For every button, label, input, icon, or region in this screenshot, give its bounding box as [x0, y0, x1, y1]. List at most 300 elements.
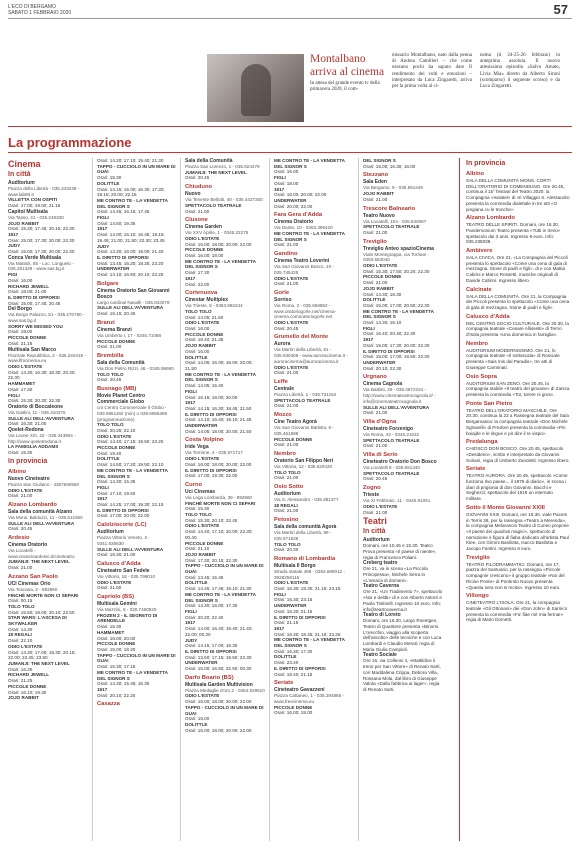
venue-address: Via Mons. Balduzzi, 11 - 035.512360: [8, 514, 83, 520]
showtimes: Orari: 15.00; 16.50; 22.50; 00.30: [185, 666, 252, 672]
movie-title: JOJO RABBIT: [363, 191, 394, 197]
event-description: SALA CIVICA. Ore 21, «La Compagnia del Piccoli presenta lo spettacolo «Come una cena di gala di mezzagna. Stone di padri e figli», di e con Mattia Cabrini e Marco Rossetti, musiche originali di Davide Cabrini. Ingresso libero.: [466, 255, 568, 283]
page-number: 57: [553, 2, 568, 17]
movie-title: UNDERWATER: [363, 359, 396, 365]
movie-title: 1917: [185, 620, 196, 626]
movie-title: SULLE ALI DELL'AVVENTURA: [363, 404, 430, 410]
venue-address: Piazzale Repubblica, 2 - 035.240418 - www.lfmcinema.eu: [8, 352, 86, 364]
venue-address: Piazza Cattaneo, 1 - 035.294866 - www.freecinema.eu: [274, 693, 344, 704]
venue-address: Viale Montegrappa, via Torriani - 0363.563040: [363, 251, 429, 263]
column-divider: [92, 158, 93, 841]
venue-name: Movie Planet Centro Commerciale Globo: [97, 393, 146, 406]
showtimes: Orari: 21.15: [8, 340, 33, 346]
movie-title: TOLO TOLO: [274, 469, 301, 475]
movie-title: TOLO TOLO: [8, 603, 35, 609]
showtimes: Orari: 18.00; 21.00: [8, 289, 47, 295]
showtimes: Orari: 14.30; 15.45; 16.30: [97, 681, 150, 687]
movie-title: TAPPO - CUCCIOLO IN UN MARE DI GUAI: [97, 652, 176, 664]
movie-title: TOLO TOLO: [185, 308, 212, 314]
movie-title: FIGLI: [97, 215, 109, 221]
section-rule-bottom: [8, 152, 572, 153]
venue-name: Trieste: [363, 492, 380, 499]
showtimes: Orari: 20.20; 22.40: [185, 614, 224, 620]
venue-name: Sala Eden: [363, 179, 387, 186]
showtimes: Orari: 14.50; 17.20; 19.50; 22.10: [97, 462, 164, 468]
movie-title: ME CONTRO TE - LA VENDETTA DEL SIGNOR S: [97, 669, 168, 681]
event-description: AUDITORIUM SAN ZENO. Ore 20.45, la compagnia stabile «Il teatro del giovane» di Zanica presenta la commedia «Tor, torere ni gros».: [466, 380, 570, 397]
movie-title: ME CONTRO TE - LA VENDETTA DEL SIGNOR S: [274, 158, 345, 169]
showtimes: Orari: 19.40: [97, 450, 122, 456]
feature-photo: [207, 54, 304, 122]
movie-title: FIGLI: [363, 325, 375, 331]
showtimes: Orari: 13.50; 17.15; 19.50; 22.30: [185, 654, 252, 660]
showtimes: Orari: 17.30; 20.15; 22.30: [185, 557, 238, 563]
venue-name: Multisala San Marco: [8, 346, 57, 353]
venue-address: Via Umberto I, 17 - 0345.71088: [97, 332, 162, 338]
movie-title: VILLETTA CON OSPITI: [8, 197, 58, 203]
showtimes: Orari: 21.00: [274, 442, 299, 448]
venue-address: Piazza San Lorenzo, 1 - 035.824479: [185, 164, 260, 169]
town-name: Ambivere: [466, 248, 493, 255]
showtimes: Orari: 16.00; 18.00: [274, 710, 313, 716]
venue-address: Via Borgo Palazzo, 51 - 035.270760 - www.sas.bg.it: [8, 312, 85, 324]
movie-title: PIGI: [8, 272, 18, 278]
movie-title: ME CONTRO TE - LA VENDETTA DEL SIGNOR S: [363, 308, 434, 320]
venue-name: Sala della Comunità: [97, 359, 145, 366]
header-rule: [8, 18, 572, 19]
movie-title: ME CONTRO TE - LA VENDETTA DEL SIGNOR S: [97, 467, 168, 479]
movie-title: JOJO RABBIT: [185, 343, 216, 349]
showtimes: Orari: 14.30; 16.30; 18.30; 20.30; 22.30: [8, 369, 76, 381]
movie-title: UNDERWATER: [274, 197, 307, 203]
event-description: Domani, ore 16.30, Largo Roentgen, Teatro di Quartiere presenta «Binomi. L'orecchio, viaggio alla scoperta dell'ascolto» delle tecniche e con Luca Lombardi e Claudio Merati; regia di Maria Giulia Campioli.: [363, 618, 442, 652]
event-description: CINETEATRO L'ISOLA. Ore 21, la compagnia teatrale «Gli Ottonani» dei «Don John» di Sarnico presenta la commedia «Fa' fiàe mè mia ferma!» regia di Mario Dometti.: [466, 600, 568, 623]
feature-lead: In attesa del grande evento tv della primavera 2020, il com-: [310, 81, 380, 93]
town-name: Seriate: [466, 466, 486, 473]
venue-name: Oratorio San Filippo Neri: [274, 457, 334, 464]
venue-address: Via Don Pietro Rizzi, 46 - 0345.98690: [97, 365, 174, 371]
publication-name: L'ECO DI BERGAMO: [8, 4, 56, 10]
movie-title: PICCOLE DONNE: [185, 247, 224, 253]
town-name: Curno: [185, 481, 203, 488]
subheading: In provincia: [8, 457, 48, 465]
venue-name: Cinema Teatro Loverini: [274, 258, 330, 265]
venue-address: Via Locatelli - www.oratorioardesio.it/cineteatro: [8, 548, 75, 559]
movie-title: DOLITTLE: [97, 456, 120, 462]
town-name: Calcinate: [466, 286, 492, 293]
town-name: Nembro: [274, 450, 296, 457]
town-name: Chiuduno: [185, 184, 213, 191]
venue-address: Via Mattioli, 65 - Loc. Longuelo - 035.251339 - www.sas.bg.it: [8, 260, 74, 272]
showtimes: Orari: 15.00; 17.30; 20.00; 22.30: [8, 249, 75, 255]
showtimes: Orari: 16.00; 20.00; 22.00: [274, 192, 327, 198]
feature-text-col3: nema (il 24-25-26 febbraio) in anteprima assoluta. Il nuovo attesissimo episodio «Salvo Amato, Livia Mia» diretto da Alberto Sironi (scomparso) il seguente scorso) e da Luca Zingaretti.: [480, 53, 560, 90]
listings-column-6: [466, 158, 570, 841]
town-name: Osio Sopra: [466, 373, 497, 380]
subheading: In città: [8, 171, 31, 178]
movie-title: ME CONTRO TE - LA VENDETTA DEL SIGNOR S: [185, 258, 256, 270]
town-name: Alzano Lombardo: [8, 501, 57, 508]
movie-title: PICCOLE DONNE: [8, 683, 47, 689]
showtimes: Orari: 20.45: [363, 476, 388, 482]
venue-name: Capitol Multisala: [8, 208, 48, 215]
movie-title: IL DIRITTO DI OPPORSI: [185, 411, 237, 417]
movie-title: STAR WARS: L'ASCESA DI SKYWALKER: [8, 615, 67, 627]
venue-address: Via S. Alessandro - 035.881377: [274, 497, 339, 503]
showtimes: Orari: 21.00: [8, 493, 33, 499]
showtimes: Orari: 22.00: [185, 281, 210, 287]
showtimes: Orari: 15.00; 18.20: [97, 647, 136, 652]
movie-title: 1917: [185, 275, 196, 281]
movie-title: 18 REGALI: [274, 502, 298, 508]
town-name: Capriolo (BS): [97, 594, 135, 601]
venue-address: Via Battisti, 30 - 035.4872224 - http://www.cinemateatrocagnola.it/ - info@cinemateatrocagnola.it: [363, 387, 436, 404]
showtimes: Orari: 21.00: [8, 565, 33, 571]
town-name: Clusone: [185, 217, 208, 224]
showtimes: Orari: 16.00; 18.00; 20.00; 22.00: [185, 727, 252, 733]
town-name: Fara Gera d'Adda: [274, 212, 323, 219]
showtimes: Orari: 14.05; 15.40: [185, 383, 224, 389]
showtimes: Orari: 16.00; 18.00; 20.00; 22.00: [185, 699, 252, 705]
column-divider: [269, 158, 270, 841]
venue-name: Auditorium: [363, 537, 390, 544]
venue-address: Piazza Medaglie d'oro 2 - 0364.529510: [185, 687, 265, 693]
movie-title: DOLITTLE: [185, 721, 208, 727]
showtimes: Orari: 21.10: [185, 546, 210, 552]
listings-column-4: [274, 158, 354, 841]
town-name: Zogno: [363, 485, 381, 492]
venue-name: Cinema Garden: [185, 224, 222, 231]
venue-name: Qoelet-Redona: [8, 427, 44, 434]
showtimes: Orari: 14.40; 17.15; 19.50; 22.25: [97, 439, 164, 445]
town-name: Stezzano: [363, 172, 389, 179]
town-name: Romano di Lombardia: [274, 555, 336, 562]
showtimes: Orari: 14.15; 17.00; 19.30: [185, 643, 238, 649]
showtimes: Orari: 16.00: [185, 326, 210, 332]
event-description: TEATRO AURORA. Ore 20.45, spettacolo «Come funziona Ilvo paese... il 1979 di diario», in scena i diari di prigionia di don Giovanni. Bacchi e Seghezzi; spettacolo del 1919 un internato militare.: [466, 473, 568, 502]
showtimes: Orari: 23.40: [274, 660, 299, 666]
movie-title: SPETTACOLO TEATRALE: [274, 397, 331, 403]
listings-column-5: [363, 158, 443, 841]
town-name: Costa Volpino: [185, 437, 224, 444]
town-name: Bolgare: [97, 280, 119, 287]
venue-name: Cinema Oratorio San Giovanni Bosco: [97, 287, 170, 300]
venue-address: Via Tasso, 41 - 035.248330: [8, 214, 64, 220]
showtimes: Orari: 21.00: [274, 370, 299, 376]
town-name: Predalunga: [466, 439, 498, 446]
town-name: Alzano Lombardo: [466, 215, 515, 222]
movie-title: PICCOLE DONNE: [97, 338, 136, 344]
town-name: Seriate: [274, 680, 294, 687]
showtimes: Orari: 17.00; 20.00; 22.00: [97, 513, 150, 519]
venue-name: Cinema Oratorio: [274, 219, 314, 226]
movie-title: DOLITTLE: [363, 297, 386, 303]
movie-title: TAPPO - CUCCIOLO IN UN MARE DI GUAI: [185, 704, 264, 716]
movie-title: PICCOLE DONNE: [185, 331, 224, 337]
movie-title: SPETTACOLO TEATRALE: [185, 202, 242, 208]
venue-name: Cineteatro Gavazzeni: [274, 687, 325, 694]
showtimes: Orari: 16.40; 20.40; 22.30: [363, 331, 416, 337]
showtimes: Orari: 14.30; 16.00; 17.30: [185, 603, 238, 609]
venue-address: Largo cardinal Nasalli - 035.843078: [97, 299, 170, 305]
showtimes: Orari: 20.25; 22.10: [97, 427, 136, 433]
event-description: AUDITORIUM MODERNISSIMO. Ore 21, lo compagnia teatrale «Il sottoscala» di Rosciate presenta «Sais mis dal Paradis», tre atti di Giuseppe Carminati.: [466, 347, 560, 370]
venue-name: Auditorium: [274, 491, 301, 498]
showtimes: Orari: 14.10; 16.40; 19.10; 21.45: [185, 417, 252, 423]
showtimes: Orari: 16.30; 21.00: [97, 552, 136, 558]
movie-title: 1917: [274, 186, 285, 192]
movie-title: JUDY: [185, 637, 198, 643]
movie-title: IL DIRITTO DI OPPORSI: [8, 294, 60, 300]
showtimes: Orari: 20.10; 22.30: [363, 365, 402, 371]
town-name: Villongo: [466, 593, 489, 600]
showtimes: Orari: 14.45; 17.45; 19.10; 21.30: [185, 586, 252, 592]
showtimes: Orari: 16.30; 21.15: [274, 608, 313, 614]
showtimes: Orari: 20.45: [97, 377, 122, 383]
venue-name: Multisala Gemini: [97, 601, 137, 608]
movie-title: 1917: [274, 625, 285, 631]
venue-address: Via Martiri della Libertà, 99 - 035.571536: [274, 530, 332, 541]
movie-title: SPETTACOLO TEATRALE: [363, 224, 420, 230]
town-name: Villa di Serio: [363, 452, 398, 459]
showtimes: Orari: 14.05; 21.50: [185, 314, 224, 320]
showtimes: Orari: 21.00: [363, 509, 388, 515]
movie-title: ODIO L'ESTATE: [363, 263, 398, 269]
town-name: Mozzo: [274, 412, 292, 419]
event-description: GIOVANNI XXIII. Domani, ore 15.30, viale Pacem in Terris 38, per la rassegna «Teatro a Merenda», la compagnia Melarancio Teatro di Cuneo propone «Il paese dei quadrati magici», spettacolo di narrazione e figura di fiaba dedicato all'artista Paul Klee, con Gimmi Basilotta, Isacco Basilotta e Jacopo Fantini. Ingresso 6 euro.: [466, 511, 569, 552]
event-description: SALA DELLA COMUNITÀ. Ore 21, la Compagnia dei Piccoli presenta lo spettacolo «Come una cena di gala di mezzagna. Stone di padri e figli».: [466, 293, 570, 310]
venue-address: Piazza della Libertà - 035.343239 - www.lab80.it: [8, 186, 80, 197]
town-name: Ardesio: [8, 535, 30, 542]
showtimes: Orari: 21.00: [363, 196, 388, 202]
movie-title: JOJO RABBIT: [8, 695, 39, 701]
town-name: Azzano San Paolo: [8, 573, 58, 580]
showtimes: Orari: 20.45: [274, 325, 299, 331]
showtimes: Orari: 16.30; 18.45; 21.15; 23.25: [274, 631, 341, 637]
showtimes: Orari: 16.30: [8, 666, 33, 672]
showtimes: Orari: 17.00; 19.30; 22.00: [185, 473, 238, 479]
venue-name: Teatro di Loreto: [363, 612, 401, 619]
movie-title: ODIO L'ESTATE: [185, 320, 220, 326]
movie-title: ODIO L'ESTATE: [274, 320, 309, 326]
showtimes: Orari: 16.00; 18.00: [185, 253, 224, 259]
event-description: TEATRO FILODRAMMATICI. Domani, ore 17, piazza del Santuario, per la rassegna «Piccole compagnie crescono» il gruppo teatrale «Noi del Ricine Ponte» di Pontirolo Nuovo presenta «Questa sera non si recita». Ingresso 10 euro.: [466, 561, 565, 590]
movie-title: SPETTACOLO TEATRALE: [363, 470, 420, 476]
showtimes: Orari: 15.30; 20.10; 22.45: [185, 517, 238, 523]
showtimes: Orari: 20.30: [274, 547, 299, 553]
showtimes: Orari: 18.40; 21.35: [185, 337, 224, 343]
movie-title: TOLO TOLO: [97, 422, 124, 428]
showtimes: Orari: 15.30; 17.15: [97, 664, 136, 670]
venue-name: UCI Cinemas Orio: [8, 580, 51, 587]
venue-name: Cinema Cagnola: [363, 381, 403, 388]
town-name: Petosino: [274, 517, 299, 524]
town-name: Villa d'Ogna: [363, 418, 397, 425]
movie-title: ODIO L'ESTATE: [274, 580, 309, 586]
venue-address: Via Locatelli 8 - 035.661340: [363, 465, 420, 471]
movie-title: TAPPO - CUCCIOLO IN UN MARE DI GUAI: [97, 163, 176, 175]
movie-title: 1917: [363, 337, 374, 343]
venue-address: Via Tenente Bellotti, 40 - 035.4427300: [185, 197, 263, 203]
movie-title: ODIO L'ESTATE: [8, 363, 43, 369]
showtimes: Orari: 14.40; 17.10; 20.00; 22.30; 00.40: [185, 529, 253, 540]
venue-address: Piazza Libertà, 1 - 035.731154: [274, 391, 337, 397]
movie-title: IL DIRITTO DI OPPORSI: [185, 648, 237, 654]
movie-title: LA FAMIGLIA ADDAMS: [8, 444, 59, 450]
venue-name: Nuovo: [185, 191, 201, 198]
showtimes: Orari: 21.00: [274, 403, 299, 409]
movie-title: JUDY: [97, 243, 110, 249]
movie-title: UNDERWATER: [185, 423, 218, 429]
movie-title: PICCOLE DONNE: [274, 436, 313, 442]
movie-title: IL DIRITTO DI OPPORSI: [185, 467, 237, 473]
venue-name: Teatro Caverna: [363, 583, 400, 590]
movie-title: JOJO RABBIT: [8, 220, 39, 226]
feature-photo-figure: [241, 64, 271, 116]
venue-address: Via Gaslini, 11 - 035.310375: [8, 409, 66, 415]
venue-name: Oratorio di Boccaleone: [8, 403, 64, 410]
town-name: Nembro: [466, 340, 488, 347]
event-description: Ore 16, via Colleoni 4, «Mattildice il treno per San Vittore» di Renato Sarti, con Maddalena Crippa, Debora Villa, Rossana Mola, dal libro di Giuseppe Valota «Dalla fabbrica ai lager», regia di Renato Sarti.: [363, 658, 441, 692]
movie-title: IL DIRITTO DI OPPORSI: [363, 348, 415, 354]
showtimes: Orari: 14.30; 16.10: [363, 320, 402, 326]
movie-title: DEL SIGNOR S: [363, 158, 396, 163]
showtimes: Orari: 15.30; 17.50; 20.20; 22.30: [363, 268, 430, 274]
showtimes: Orari: 16.30; 18.30; 21.15; 23.15: [274, 586, 341, 592]
venue-address: Via San Giovanni Bosco, 10 - 035.745425: [274, 264, 334, 275]
movie-title: TAPPO - CUCCIOLO IN UN MARE DI GUAI: [185, 563, 264, 575]
showtimes: Orari: 21.00: [185, 208, 210, 214]
town-name: Brembilla: [97, 352, 124, 359]
subheading: In provincia: [466, 160, 506, 167]
showtimes: Orari: 14.45; 16.15; 17.45: [97, 209, 150, 215]
venue-name: Iride Vega: [185, 444, 209, 451]
showtimes: Orari: 21.00: [274, 242, 299, 248]
movie-title: JOJO RABBIT: [185, 551, 216, 557]
showtimes: Orari: 17.00; 19.00; 21.15: [8, 203, 61, 209]
venue-address: Via San Giovanni Battista, 6 - 035.461699: [274, 425, 334, 436]
movie-title: JOJO RABBIT: [363, 285, 394, 291]
movie-title: DOLITTLE: [274, 654, 297, 660]
showtimes: Orari: 18.00: [274, 180, 299, 186]
venue-address: Via Vittorio, 18 - 035.799010: [97, 573, 156, 579]
movie-title: ODIO L'ESTATE: [363, 503, 398, 509]
showtimes: Orari: 20.00; 22.00: [274, 203, 313, 209]
venue-name: Conca Verde Multisala: [8, 254, 62, 261]
showtimes: Orari: 21.00: [274, 281, 299, 287]
event-description: Ore 21, «Un Tradimento 7», spettacolo «Noi e delitti» di e con Alberto Astorri e Paola Tintinelli. Ingresso 10 euro. Info: info@teatrocaverna.it: [363, 589, 443, 612]
town-name: Osio Sotto: [274, 484, 304, 491]
showtimes: Orari: 16.00; 20.00: [97, 635, 136, 641]
listings-column-3: [185, 158, 265, 841]
movie-title: TOLO TOLO: [274, 541, 301, 547]
showtimes: Orari: 16.00: [185, 348, 210, 354]
movie-title: JUMANJI: THE NEXT LEVEL: [185, 169, 247, 175]
venue-address: Via Mazzini, 6 - 030.7460530: [97, 607, 157, 613]
showtimes: Orari: 15.30; 17.45; 20.15; 22.30: [8, 226, 75, 232]
venue-address: Via Dante, 10 - 0363.395420: [274, 225, 333, 231]
venue-name: Cineteatro Forzenigo: [363, 425, 414, 432]
showtimes: Orari: 21.15: [274, 620, 299, 626]
movie-title: UNDERWATER: [185, 660, 218, 666]
column-divider-red: [459, 158, 460, 841]
column-divider: [180, 158, 181, 841]
showtimes: Orari: 14.15; 15.00; 16.30; 17.30; 19.15; 20.00; 22.15: [97, 186, 165, 198]
category-heading: Cinema: [8, 159, 41, 169]
venue-address: Via Trieste, 9 - 0363.992244: [185, 303, 243, 309]
venue-name: Teatro Sociale: [363, 652, 397, 659]
showtimes: Orari: 21.00: [97, 585, 122, 591]
movie-title: SPETTACOLO TEATRALE: [363, 437, 420, 443]
town-name: Treviglio: [466, 554, 490, 561]
movie-title: 1917: [97, 226, 108, 232]
venue-address: Via Leone XIII, 22 - 035.343904 - http://www.qoeletredona.it: [8, 433, 76, 444]
venue-address: Via Vittoria, 12 - 035.520420: [274, 463, 333, 469]
page-header: [0, 0, 580, 20]
movie-title: JUMANJI: THE NEXT LEVEL: [8, 559, 70, 565]
movie-title: ODIO L'ESTATE: [185, 235, 220, 241]
movie-title: FIGLI: [8, 392, 20, 398]
movie-title: FINCHÉ MORTE NON CI SEPARI: [8, 592, 79, 598]
movie-title: 1917: [8, 231, 19, 237]
movie-title: TOLO TOLO: [97, 371, 124, 377]
venue-address: Via Roma, 43 - 0346.21532: [363, 431, 420, 437]
showtimes: Orari: 16.15; 18.00; 20.00: [185, 394, 238, 400]
town-name: Calolziocorte (LC): [97, 522, 147, 529]
venue-name: Nuovo Cineteatro: [8, 475, 50, 482]
showtimes: Orari: 14.25; 17.00; 19.30; 22.15: [97, 502, 164, 508]
venue-name: Auditorium: [97, 529, 124, 536]
movie-title: SORRY WE MISSED YOU: [8, 323, 63, 329]
town-name: Ponte San Pietro: [466, 400, 513, 407]
showtimes: Orari: 16.00; 18.00; 20.00; 22.00: [185, 461, 252, 467]
showtimes: Orari: 21.00: [274, 475, 299, 481]
venue-address: Via Torrione, 4 - 035.971717: [185, 450, 243, 456]
showtimes: Orari: 20.10; 22.20: [97, 692, 136, 698]
venue-address: Via Roma, 2 - 035.656962 - www.oratoriogorle.net/cinema-cinema.comoratoriogorle.net: [274, 302, 337, 320]
movie-title: SULLE ALI DELL'AVVENTURA: [8, 415, 75, 421]
venue-name: Cinestar Multiplex: [185, 297, 229, 304]
town-name: Gorle: [274, 289, 290, 296]
town-name: Sotto il Monte Giovanni XXIII: [466, 504, 545, 511]
showtimes: Orari: 14.50; 19.35: [97, 220, 136, 226]
movie-title: SULLE ALI DELL'AVVENTURA: [97, 546, 164, 552]
showtimes: Orari: 13.45; 15.45: [185, 574, 224, 580]
showtimes: Orari: 14.20; 17.10; 19.40; 21.30: [97, 158, 164, 163]
town-name: Urgnano: [363, 374, 387, 381]
showtimes: Orari: 14.05; 18.00; 20.00; 21.50: [185, 428, 252, 434]
showtimes: Orari: 15.30; 20.30; 22.30: [8, 398, 61, 404]
showtimes: Orari: 17.30: [8, 386, 33, 392]
movie-title: FIGLI: [97, 484, 109, 490]
movie-title: ODIO L'ESTATE: [185, 456, 220, 462]
town-name: Albino: [8, 468, 27, 475]
event-description: SALA DELLA COMUNITÀ MONS. CORTI DELL'ORATORIO DI COMENDUNO. Ore 20.45, continua il 15° festival del Teatro 2020: la Compagnia «Isolatel» di «Il Villaggio S. Alessandro presenta la commedia dialettale in tre atti «O pingiana cu le tronche».: [466, 178, 570, 212]
venue-address: Piazza San Giuliano - 3387590560: [8, 481, 79, 487]
showtimes: Orari: 17.10; 19.50: [97, 490, 136, 496]
movie-title: PICCOLE DONNE: [97, 641, 136, 647]
town-name: Albino: [466, 171, 485, 177]
venue-name: Sala della comunità Alzano: [8, 508, 73, 515]
feature-title: Montalbano arriva al cinema: [310, 53, 385, 78]
venue-name: Multisala Il Borgo: [274, 562, 316, 569]
venue-name: Sala della comunità Agorà: [274, 524, 337, 531]
showtimes: Orari: 22.10: [8, 638, 33, 644]
venue-address: Via Bergamo, 9 - 035.591449: [363, 185, 423, 191]
movie-title: ME CONTRO TE - LA VENDETTA DEL SIGNOR S: [185, 371, 256, 383]
movie-title: FIGLI: [185, 388, 197, 394]
showtimes: Orari: 16.15; 20.45: [97, 311, 136, 317]
